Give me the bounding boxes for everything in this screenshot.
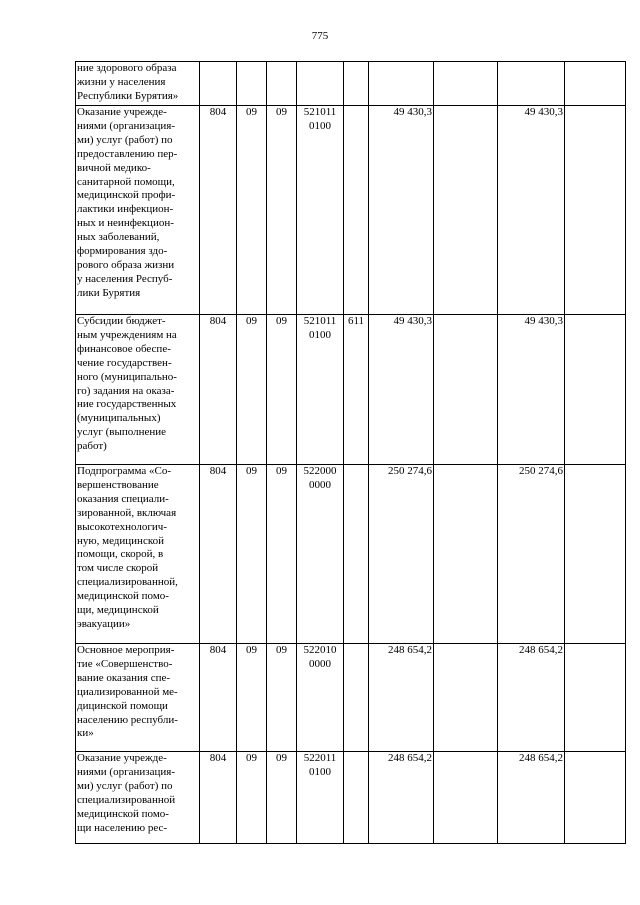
row-name-cell [76,644,200,752]
vr-cell [344,106,369,315]
rz-cell [237,62,267,106]
sum4-cell [565,644,626,752]
row-name-cell [76,315,200,465]
sum1-cell: 248 654,2 [369,644,434,752]
table-row [76,644,626,752]
sum1-cell [369,62,434,106]
ved-cell: 804 [200,644,237,752]
rz-cell: 09 [237,315,267,465]
rz-cell: 09 [237,106,267,315]
table-row [76,315,626,465]
sum4-cell [565,62,626,106]
csr-cell [297,62,344,106]
sum3-cell: 49 430,3 [498,315,565,465]
page-number: 775 [311,30,329,42]
sum4-cell [565,752,626,844]
table-row [76,465,626,644]
csr-cell: 522010 0000 [297,644,344,752]
pr-cell: 09 [267,106,297,315]
row-name: ние здорового образа жизни у населения Республики Бурятия» [77,62,179,102]
row-name: Основное мероприя- тие «Совершенство- вание оказания спе- циализированной ме- дицинской помощи населению республи- ки» [77,644,178,740]
sum1-cell: 49 430,3 [369,106,434,315]
sum1-cell: 248 654,2 [369,752,434,844]
pr-cell: 09 [267,644,297,752]
pr-cell: 09 [267,315,297,465]
ved-cell: 804 [200,315,237,465]
row-name: Оказание учрежде- ниями (организация- ми) услуг (работ) по предоставлению пер- вичной медико- санитарной помощи, медицинской профи- лактики инфекцион- ных и неинфекцион- ных заболеваний, формирования здо- рового образа жизни у населения Респуб- лики Бурятия [77,106,178,299]
vr-cell [344,465,369,644]
rz-cell: 09 [237,752,267,844]
vr-cell [344,752,369,844]
csr-cell: 522000 0000 [297,465,344,644]
table-row [76,752,626,844]
sum1-cell: 49 430,3 [369,315,434,465]
rz-cell: 09 [237,644,267,752]
sum4-cell [565,465,626,644]
ved-cell: 804 [200,752,237,844]
sum2-cell [434,752,498,844]
sum4-cell [565,106,626,315]
row-name: Подпрограмма «Со- вершенствование оказания специали- зированной, включая высокотехнологич- ную, медицинской помощи, скорой, в том числе скорой специализированной, медицинской помо- щи, медицинской эвакуации» [77,465,178,630]
row-name-cell [76,752,200,844]
sum2-cell [434,465,498,644]
csr-cell: 521011 0100 [297,106,344,315]
ved-cell [200,62,237,106]
csr-cell: 522011 0100 [297,752,344,844]
sum3-cell: 248 654,2 [498,752,565,844]
ved-cell: 804 [200,106,237,315]
row-name-cell [76,62,200,106]
table-row [76,106,626,315]
budget-table [75,61,626,844]
sum4-cell [565,315,626,465]
row-name-cell [76,106,200,315]
sum3-cell: 248 654,2 [498,644,565,752]
sum3-cell: 49 430,3 [498,106,565,315]
row-name: Субсидии бюджет- ным учреждениям на финансовое обеспе- чение государствен- ного (муниципально- го) задания на оказа- ние государственных (муниципальных) услуг (выполнение работ) [77,315,177,453]
table-row [76,62,626,106]
ved-cell: 804 [200,465,237,644]
pr-cell: 09 [267,465,297,644]
vr-cell: 611 [344,315,369,465]
sum3-cell: 250 274,6 [498,465,565,644]
vr-cell [344,644,369,752]
sum3-cell [498,62,565,106]
csr-cell: 521011 0100 [297,315,344,465]
pr-cell: 09 [267,752,297,844]
rz-cell: 09 [237,465,267,644]
vr-cell [344,62,369,106]
sum2-cell [434,62,498,106]
sum1-cell: 250 274,6 [369,465,434,644]
sum2-cell [434,315,498,465]
sum2-cell [434,644,498,752]
row-name: Оказание учрежде- ниями (организация- ми) услуг (работ) по специализированной медицинской помо- щи населению рес- [77,752,176,834]
sum2-cell [434,106,498,315]
pr-cell [267,62,297,106]
row-name-cell [76,465,200,644]
